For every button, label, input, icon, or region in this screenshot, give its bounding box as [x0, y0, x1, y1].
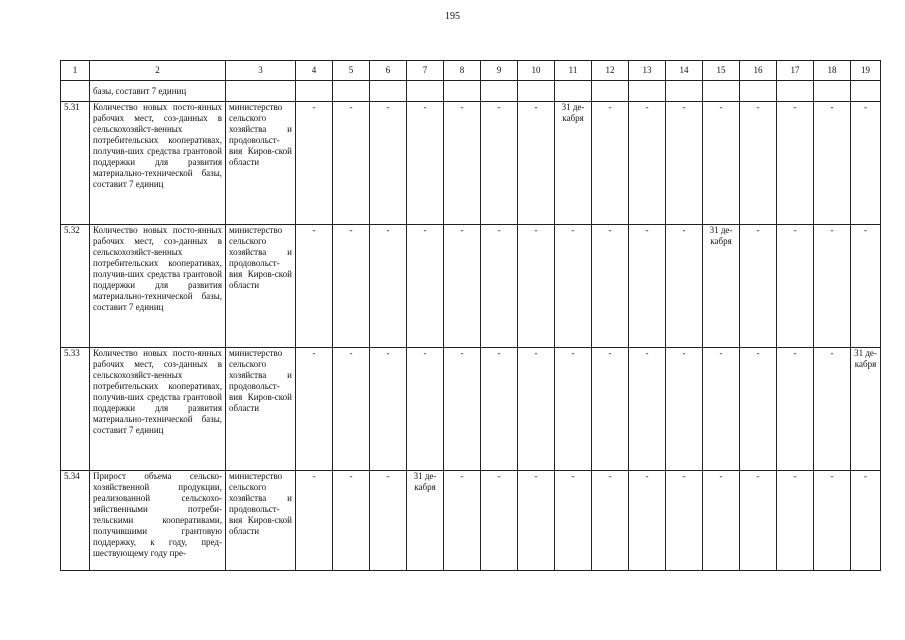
column-header: 12 [592, 61, 629, 81]
header-row [61, 61, 881, 81]
table-row [61, 348, 881, 471]
cell [777, 81, 814, 102]
cell [444, 81, 481, 102]
column-header: 7 [407, 61, 444, 81]
empty-mark: - [481, 225, 518, 348]
row-description: Прирост объема сельско-хозяйственной продукции, реализованной сельскохо-зяйственными потреби-тельскими кооперативами, получившими грантовую поддержку, к году, пред-шествующему году пре- [90, 471, 226, 571]
column-header: 2 [90, 61, 226, 81]
empty-mark: - [518, 102, 555, 225]
empty-mark: - [851, 471, 881, 571]
empty-mark: - [703, 102, 740, 225]
empty-mark: - [777, 471, 814, 571]
empty-mark: - [370, 102, 407, 225]
empty-mark: - [814, 348, 851, 471]
cell [226, 81, 296, 102]
column-header: 1 [61, 61, 90, 81]
cell [703, 81, 740, 102]
empty-mark: - [555, 471, 592, 571]
empty-mark: - [370, 348, 407, 471]
empty-mark: - [814, 471, 851, 571]
schedule-table [60, 60, 881, 571]
empty-mark: - [740, 102, 777, 225]
empty-mark: - [296, 102, 333, 225]
column-header: 19 [851, 61, 881, 81]
empty-mark: - [703, 471, 740, 571]
column-header: 10 [518, 61, 555, 81]
empty-mark: - [814, 102, 851, 225]
empty-mark: - [629, 225, 666, 348]
responsible-organization: министерство сельского хозяйства и продовольст-вия Киров-ской области [226, 102, 296, 225]
empty-mark: - [592, 471, 629, 571]
empty-mark: - [481, 348, 518, 471]
column-header: 18 [814, 61, 851, 81]
empty-mark: - [296, 471, 333, 571]
empty-mark: - [666, 102, 703, 225]
cell [407, 81, 444, 102]
page-number: 195 [445, 11, 460, 22]
empty-mark: - [370, 471, 407, 571]
cell [481, 81, 518, 102]
empty-mark: - [666, 348, 703, 471]
column-header: 5 [333, 61, 370, 81]
table-body [61, 61, 881, 571]
empty-mark: - [629, 348, 666, 471]
empty-mark: - [481, 102, 518, 225]
empty-mark: - [555, 225, 592, 348]
column-header: 17 [777, 61, 814, 81]
responsible-organization: министерство сельского хозяйства и продовольст-вия Киров-ской области [226, 348, 296, 471]
cell [592, 81, 629, 102]
deadline-date: 31 де-кабря [703, 225, 740, 348]
empty-mark: - [629, 102, 666, 225]
empty-mark: - [518, 225, 555, 348]
empty-mark: - [592, 225, 629, 348]
cell [666, 81, 703, 102]
empty-mark: - [444, 471, 481, 571]
cell [518, 81, 555, 102]
empty-mark: - [333, 471, 370, 571]
row-description: Количество новых посто-янных рабочих мест, соз-данных в сельскохозяйст-венных потребительских кооперативах, получив-ших средства грантовой поддержки для развития материально-технической базы, составит 7 единиц [90, 225, 226, 348]
row-description: Количество новых посто-янных рабочих мест, соз-данных в сельскохозяйст-венных потребительских кооперативах, получив-ших средства грантовой поддержки для развития материально-технической базы, составит 7 единиц [90, 102, 226, 225]
cell [740, 81, 777, 102]
empty-mark: - [407, 348, 444, 471]
empty-mark: - [555, 348, 592, 471]
cell [370, 81, 407, 102]
empty-mark: - [481, 471, 518, 571]
empty-mark: - [592, 102, 629, 225]
empty-mark: - [814, 225, 851, 348]
empty-mark: - [444, 225, 481, 348]
continuation-row [61, 81, 881, 102]
responsible-organization: министерство сельского хозяйства и продовольст-вия Киров-ской области [226, 471, 296, 571]
column-header: 9 [481, 61, 518, 81]
column-header: 3 [226, 61, 296, 81]
empty-mark: - [518, 471, 555, 571]
cell [61, 81, 90, 102]
empty-mark: - [296, 348, 333, 471]
empty-mark: - [666, 225, 703, 348]
cell [296, 81, 333, 102]
column-header: 16 [740, 61, 777, 81]
empty-mark: - [740, 471, 777, 571]
row-number: 5.31 [61, 102, 90, 225]
empty-mark: - [333, 348, 370, 471]
table-row [61, 102, 881, 225]
empty-mark: - [629, 471, 666, 571]
continuation-text: базы, составит 7 единиц [90, 81, 226, 102]
cell [851, 81, 881, 102]
column-header: 8 [444, 61, 481, 81]
empty-mark: - [740, 225, 777, 348]
empty-mark: - [407, 102, 444, 225]
empty-mark: - [666, 471, 703, 571]
row-number: 5.34 [61, 471, 90, 571]
cell [629, 81, 666, 102]
empty-mark: - [777, 348, 814, 471]
empty-mark: - [370, 225, 407, 348]
cell [814, 81, 851, 102]
table-row [61, 471, 881, 571]
empty-mark: - [851, 225, 881, 348]
cell [555, 81, 592, 102]
column-header: 15 [703, 61, 740, 81]
row-description: Количество новых посто-янных рабочих мест, соз-данных в сельскохозяйст-венных потребительских кооперативах, получив-ших средства грантовой поддержки для развития материально-технической базы, составит 7 единиц [90, 348, 226, 471]
row-number: 5.32 [61, 225, 90, 348]
column-header: 13 [629, 61, 666, 81]
empty-mark: - [703, 348, 740, 471]
empty-mark: - [444, 102, 481, 225]
empty-mark: - [592, 348, 629, 471]
empty-mark: - [851, 102, 881, 225]
column-header: 11 [555, 61, 592, 81]
empty-mark: - [333, 225, 370, 348]
column-header: 4 [296, 61, 333, 81]
empty-mark: - [333, 102, 370, 225]
empty-mark: - [777, 102, 814, 225]
row-number: 5.33 [61, 348, 90, 471]
deadline-date: 31 де-кабря [851, 348, 881, 471]
cell [333, 81, 370, 102]
column-header: 14 [666, 61, 703, 81]
empty-mark: - [740, 348, 777, 471]
empty-mark: - [518, 348, 555, 471]
empty-mark: - [444, 348, 481, 471]
responsible-organization: министерство сельского хозяйства и продовольст-вия Киров-ской области [226, 225, 296, 348]
column-header: 6 [370, 61, 407, 81]
empty-mark: - [296, 225, 333, 348]
table-row [61, 225, 881, 348]
deadline-date: 31 де-кабря [407, 471, 444, 571]
empty-mark: - [407, 225, 444, 348]
empty-mark: - [777, 225, 814, 348]
deadline-date: 31 де-кабря [555, 102, 592, 225]
